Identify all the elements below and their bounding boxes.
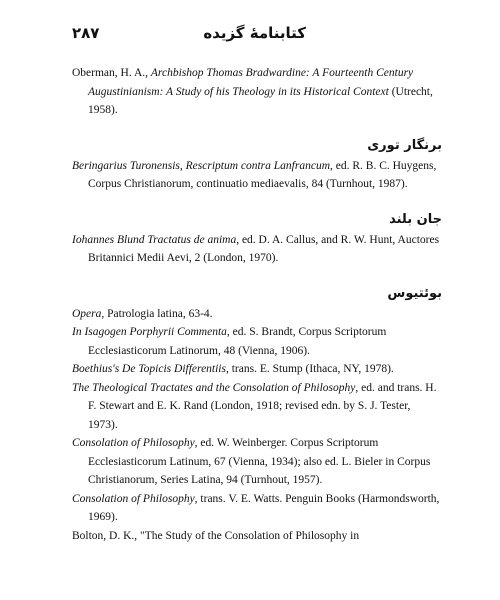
entry-title: Opera <box>72 307 102 320</box>
running-title: کتابنامهٔ گزیده <box>203 24 306 42</box>
entry-details: , ed. D. A. Callus, and R. W. Hunt, Auctores Britannici Medii Aevi, 2 (London, 1970). <box>88 233 440 264</box>
entry-details: , ed. R. B. C. Huygens, Corpus Christianorum, continuatio mediaevalis, 84 (Turnhout, 1987). <box>88 159 437 190</box>
entry-details: (Utrecht, 1958). <box>88 85 433 116</box>
entry-details: , ed. S. Brandt, Corpus Scriptorum Ecclesiasticorum Latinorum, 48 (Vienna, 1906). <box>88 326 387 357</box>
entry-details: , trans. V. E. Watts. Penguin Books (Harmondsworth, 1969). <box>88 492 440 523</box>
page-number: ۲۸۷ <box>72 24 100 42</box>
bibliography-entry <box>72 527 442 546</box>
entry-title: Iohannes Blund Tractatus de anima <box>72 233 237 246</box>
entry-details: , ed. and trans. H. F. Stewart and E. K. Rand (London, 1918; revised edn. by S. J. Tester, 1973). <box>88 381 437 431</box>
bibliography-entry <box>72 231 442 268</box>
entry-author: Oberman, H. A., <box>72 67 151 79</box>
entry-details: Bolton, D. K., "The Study of the Consolation of Philosophy in <box>72 529 360 542</box>
entry-details: , trans. E. Stump (Ithaca, NY, 1978). <box>225 363 394 375</box>
bibliography-entry <box>72 64 442 120</box>
entry-title: The Theological Tractates and the Consolation of Philosophy <box>72 381 356 394</box>
entry-title: In Isagogen Porphyrii Commenta <box>72 326 227 338</box>
section-heading-boethius: بوئتیوس <box>387 285 442 301</box>
entry-title: Archbishop Thomas Bradwardine: A Fourteenth Century Augustinianism: A Study of his Theology in its Historical Context <box>88 67 414 98</box>
entry-details: , Patrologia latina, 63-4. <box>101 307 213 320</box>
section-heading-berengar: برنگار توری <box>367 137 442 153</box>
entry-title: Consolation of Philosophy <box>72 437 195 449</box>
bibliography-entry <box>72 379 442 435</box>
bibliography-entry <box>72 305 442 324</box>
bibliography-entry <box>72 323 442 360</box>
bibliography-entry <box>72 434 442 490</box>
bibliography-entry <box>72 360 442 379</box>
entry-title: Consolation of Philosophy <box>72 492 195 505</box>
section-heading-john-blund: جان بلند <box>389 211 442 227</box>
entry-title: Boethius's De Topicis Differentiis <box>72 363 226 375</box>
bibliography-entry <box>72 490 442 527</box>
entry-title: Beringarius Turonensis, Rescriptum contra Lanfrancum <box>72 159 331 172</box>
entry-details: , ed. W. Weinberger. Corpus Scriptorum Ecclesiasticorum Latinum, 67 (Vienna, 1934); also ed. L. Bieler in Corpus Christianorum, Series Latina, 94 (Turnhout, 1957). <box>88 437 431 486</box>
bibliography <box>72 64 442 545</box>
bibliography-entry <box>72 157 442 194</box>
